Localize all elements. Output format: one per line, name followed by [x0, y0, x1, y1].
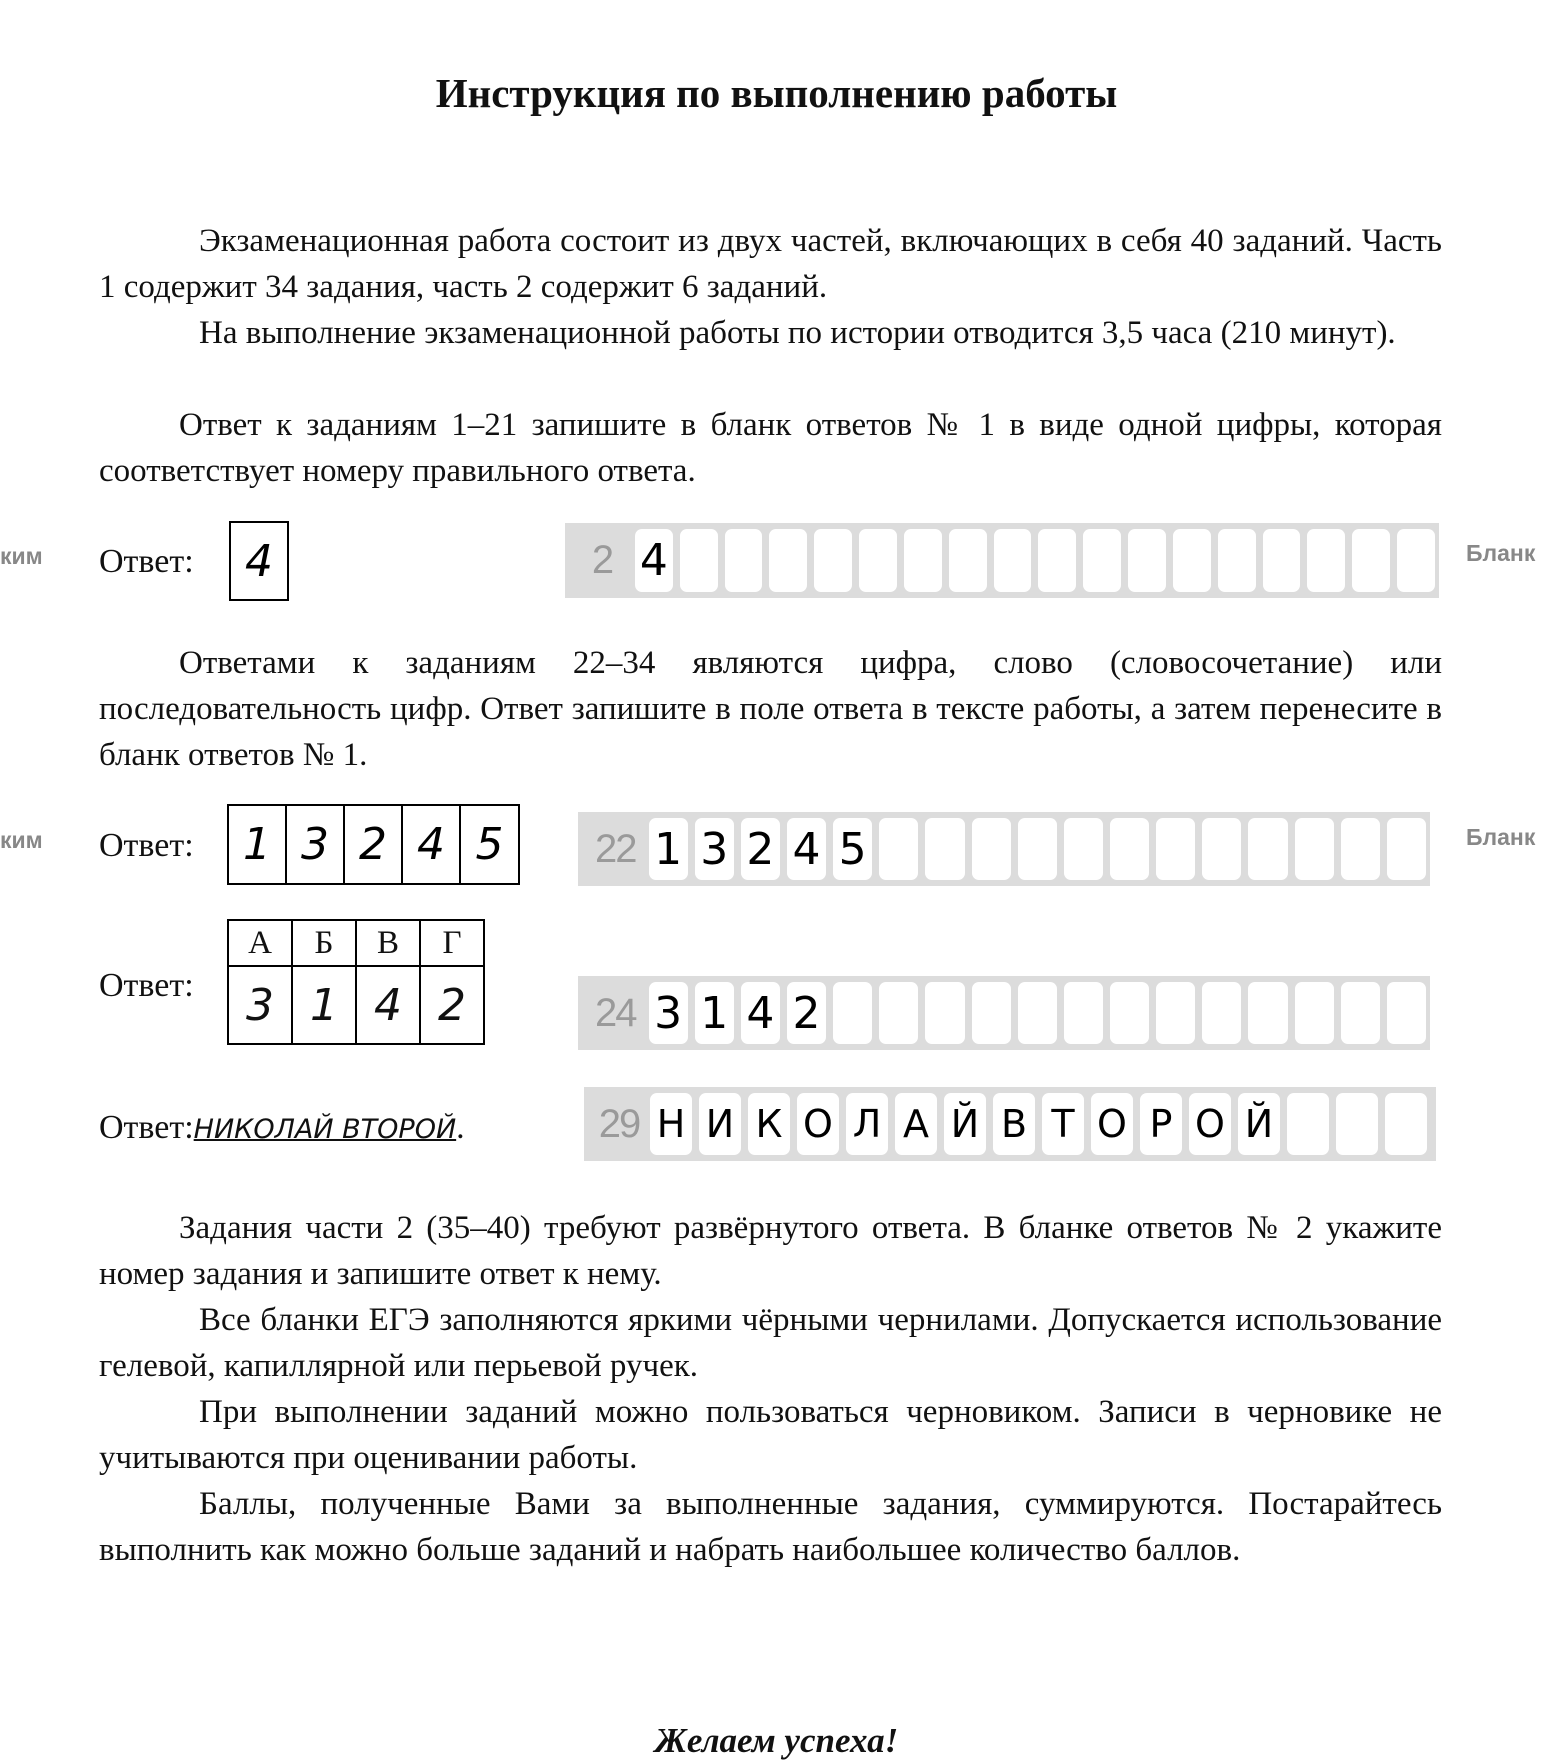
table-header-g: Г [420, 920, 484, 966]
sheet-task-number: 29 [598, 1101, 640, 1146]
sheet-cell [879, 982, 918, 1044]
paragraph-scoring: Баллы, полученные Вами за выполненные задания, суммируются. Постарайтесь выполнить как можно больше заданий и набрать наибольшее количество баллов. [99, 1486, 1442, 1568]
sheet-cell [1018, 818, 1057, 880]
sheet-cell: К [748, 1093, 790, 1155]
sheet-cell [1341, 982, 1380, 1044]
sheet-cell [1083, 529, 1121, 592]
sheet-cell [972, 818, 1011, 880]
table-header-v: В [356, 920, 420, 966]
sheet-cell [1156, 982, 1195, 1044]
answer-label: Ответ: [99, 1109, 194, 1146]
sheet-cell: 3 [649, 982, 688, 1044]
sheet-cell [1263, 529, 1301, 592]
sheet-cell: Й [1238, 1093, 1280, 1155]
sheet-cell: 2 [741, 818, 780, 880]
text-answer-line [99, 1108, 465, 1148]
sheet-cell [1341, 818, 1380, 880]
sheet-cell [769, 529, 807, 592]
sheet-cell: 3 [695, 818, 734, 880]
handwritten-answer-box [229, 521, 289, 601]
sheet-cell: А [895, 1093, 937, 1155]
sheet-cell: И [699, 1093, 741, 1155]
sheet-cell [1018, 982, 1057, 1044]
answer-label: Ответ: [99, 827, 194, 864]
matching-table [227, 919, 485, 1045]
handwritten-digit: 5 [475, 819, 504, 870]
paragraph-duration: На выполнение экзаменационной работы по истории отводится 3,5 часа (210 минут). [199, 315, 1396, 351]
sheet-cell: Р [1140, 1093, 1182, 1155]
paragraph-draft: При выполнении заданий можно пользоваться черновиком. Записи в черновике не учитываются при оценивании работы. [99, 1394, 1442, 1476]
handwritten-text-answer: НИКОЛАЙ ВТОРОЙ [193, 1114, 457, 1145]
sheet-cell [1064, 982, 1103, 1044]
sheet-cell [1248, 982, 1287, 1044]
paragraph-part-2: Задания части 2 (35–40) требуют развёрнутого ответа. В бланке ответов № 2 укажите номер задания и запишите ответ к нему. [99, 1210, 1442, 1292]
sheet-cell [879, 818, 918, 880]
side-label-blank: Бланк [1466, 824, 1536, 850]
side-label-kim: ким [0, 543, 43, 569]
sheet-cell [1110, 818, 1149, 880]
side-label-blank: Бланк [1466, 540, 1536, 566]
sheet-cell [904, 529, 942, 592]
table-value: 2 [420, 966, 484, 1044]
answer-label: Ответ: [99, 967, 194, 1004]
handwritten-digit: 2 [345, 806, 403, 883]
table-header-a: А [228, 920, 292, 966]
sheet-cell [1202, 982, 1241, 1044]
sheet-cell: 4 [787, 818, 826, 880]
sheet-cell [925, 982, 964, 1044]
sheet-cell [680, 529, 718, 592]
sheet-cell: 4 [635, 529, 673, 592]
sheet-cell: В [993, 1093, 1035, 1155]
sheet-cell: 1 [695, 982, 734, 1044]
table-header-b: Б [292, 920, 356, 966]
sheet-cell [1307, 529, 1345, 592]
handwritten-digit: 3 [287, 806, 345, 883]
sheet-cell: 2 [787, 982, 826, 1044]
sheet-cell: Н [650, 1093, 692, 1155]
sheet-cell: Л [846, 1093, 888, 1155]
sheet-cell [1336, 1093, 1378, 1155]
sheet-cell [1387, 818, 1426, 880]
sheet-cell [859, 529, 897, 592]
sheet-cell [925, 818, 964, 880]
sheet-cell [1064, 818, 1103, 880]
sheet-cell [949, 529, 987, 592]
sheet-cell: 4 [741, 982, 780, 1044]
sheet-cell [1218, 529, 1256, 592]
sheet-cell [1128, 529, 1166, 592]
sheet-task-number: 2 [591, 538, 613, 582]
sheet-cell: О [1189, 1093, 1231, 1155]
sheet-cell [1202, 818, 1241, 880]
paragraph-ink: Все бланки ЕГЭ заполняются яркими чёрными чернилами. Допускается использование гелевой, капиллярной или перьевой ручек. [99, 1302, 1442, 1384]
sheet-cell [1397, 529, 1435, 592]
sheet-task-number: 24 [595, 990, 636, 1035]
sheet-cell [972, 982, 1011, 1044]
table-value: 4 [356, 966, 420, 1044]
answer-sheet-strip [584, 1087, 1436, 1161]
closing-wish: Желаем успеха! [654, 1721, 899, 1760]
page-title: Инструкция по выполнению работы [435, 70, 1118, 116]
handwritten-digit: 1 [229, 806, 287, 883]
sheet-task-number: 22 [595, 826, 636, 871]
answer-sheet-strip [578, 812, 1430, 886]
handwritten-digit: 4 [403, 806, 461, 883]
sheet-cell [1110, 982, 1149, 1044]
sheet-cell [1248, 818, 1287, 880]
paragraph-tasks-1-21: Ответ к заданиям 1–21 запишите в бланк ответов № 1 в виде одной цифры, которая соответствует номеру правильного ответа. [99, 407, 1442, 489]
table-value: 1 [292, 966, 356, 1044]
sheet-cell: 5 [833, 818, 872, 880]
sheet-cell: Й [944, 1093, 986, 1155]
answer-period: . [456, 1109, 465, 1146]
sheet-cell [1295, 818, 1334, 880]
sheet-cell [1385, 1093, 1427, 1155]
paragraph-structure: Экзаменационная работа состоит из двух частей, включающих в себя 40 заданий. Часть 1 содержит 34 задания, часть 2 содержит 6 заданий. [99, 223, 1442, 305]
sheet-cell [1287, 1093, 1329, 1155]
sheet-cell: 1 [649, 818, 688, 880]
table-value: 3 [228, 966, 292, 1044]
sheet-cell: Т [1042, 1093, 1084, 1155]
sheet-cell [1295, 982, 1334, 1044]
answer-sheet-strip [578, 976, 1430, 1050]
sheet-cell [994, 529, 1032, 592]
handwritten-digit: 4 [245, 535, 273, 587]
sheet-cell: О [1091, 1093, 1133, 1155]
sheet-cell [1173, 529, 1211, 592]
sheet-cell [814, 529, 852, 592]
sheet-cell: О [797, 1093, 839, 1155]
answer-sheet-strip [565, 523, 1439, 598]
side-label-kim: ким [0, 827, 43, 853]
sheet-cell [1387, 982, 1426, 1044]
sheet-cell [833, 982, 872, 1044]
sheet-cell [1352, 529, 1390, 592]
sheet-cell [1038, 529, 1076, 592]
answer-label: Ответ: [99, 543, 194, 580]
handwritten-answer-box [227, 804, 520, 885]
sheet-cell [725, 529, 763, 592]
sheet-cell [1156, 818, 1195, 880]
paragraph-tasks-22-34: Ответами к заданиям 22–34 являются цифра, слово (словосочетание) или последовательность цифр. Ответ запишите в поле ответа в тексте работы, а затем перенесите в бланк ответов № 1. [99, 645, 1442, 773]
